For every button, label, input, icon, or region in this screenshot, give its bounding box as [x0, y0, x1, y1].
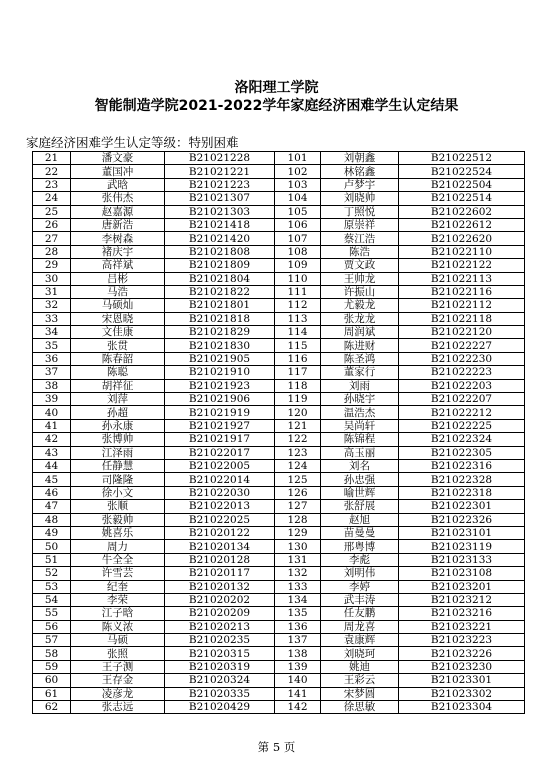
- seq-no-right: 134: [275, 593, 321, 606]
- student-name-right: 丁照悦: [321, 205, 399, 218]
- table-row: [33, 446, 525, 459]
- table-row: [33, 459, 525, 472]
- student-id-left: B21021822: [165, 285, 275, 298]
- seq-no-right: 115: [275, 339, 321, 352]
- student-id-left: B21021809: [165, 259, 275, 272]
- seq-no-left: 32: [33, 299, 71, 312]
- student-name-right: 刘名: [321, 459, 399, 472]
- student-id-right: B21023101: [399, 526, 525, 539]
- student-id-left: B21020319: [165, 660, 275, 673]
- table-row: [33, 486, 525, 499]
- table-row: [33, 245, 525, 258]
- table-row: [33, 567, 525, 580]
- student-id-right: B21022227: [399, 339, 525, 352]
- student-id-right: B21022301: [399, 500, 525, 513]
- seq-no-right: 125: [275, 473, 321, 486]
- student-id-right: B21022225: [399, 419, 525, 432]
- student-name-left: 江子晗: [71, 607, 165, 620]
- student-name-right: 邢粤博: [321, 540, 399, 553]
- student-name-left: 胡祥征: [71, 379, 165, 392]
- student-name-left: 许雪芸: [71, 567, 165, 580]
- seq-no-left: 57: [33, 634, 71, 647]
- student-id-left: B21022025: [165, 513, 275, 526]
- table-row: [33, 674, 525, 687]
- student-name-right: 李彪: [321, 553, 399, 566]
- table-row: [33, 513, 525, 526]
- student-id-right: B21022318: [399, 486, 525, 499]
- student-name-right: 王帅龙: [321, 272, 399, 285]
- table-row: [33, 299, 525, 312]
- student-name-right: 高玉丽: [321, 446, 399, 459]
- student-id-left: B21020324: [165, 674, 275, 687]
- table-row: [33, 192, 525, 205]
- page-number: 第 5 页: [257, 740, 296, 754]
- student-id-left: B21021808: [165, 245, 275, 258]
- table-row: [33, 285, 525, 298]
- student-name-right: 蔡江浩: [321, 232, 399, 245]
- seq-no-left: 35: [33, 339, 71, 352]
- student-name-left: 江泽雨: [71, 446, 165, 459]
- student-name-right: 陈锦程: [321, 433, 399, 446]
- student-id-left: B21022013: [165, 500, 275, 513]
- table-row: [33, 593, 525, 606]
- student-name-right: 原崇祥: [321, 218, 399, 231]
- table-row: [33, 553, 525, 566]
- student-name-right: 刘明伟: [321, 567, 399, 580]
- table-row: [33, 152, 525, 165]
- student-id-right: B21022305: [399, 446, 525, 459]
- student-name-right: 周润斌: [321, 326, 399, 339]
- student-name-right: 许振山: [321, 285, 399, 298]
- seq-no-left: 44: [33, 459, 71, 472]
- seq-no-right: 120: [275, 406, 321, 419]
- student-name-right: 董家行: [321, 366, 399, 379]
- seq-no-right: 108: [275, 245, 321, 258]
- student-name-right: 孙晓宇: [321, 393, 399, 406]
- student-id-right: B21022207: [399, 393, 525, 406]
- student-id-right: B21022212: [399, 406, 525, 419]
- student-name-left: 张毅帅: [71, 513, 165, 526]
- seq-no-left: 47: [33, 500, 71, 513]
- student-id-right: B21023216: [399, 607, 525, 620]
- student-id-right: B21022514: [399, 192, 525, 205]
- table-row: [33, 526, 525, 539]
- student-id-right: B21022118: [399, 312, 525, 325]
- seq-no-left: 21: [33, 152, 71, 165]
- student-name-right: 卢梦宇: [321, 178, 399, 191]
- student-id-right: B21022324: [399, 433, 525, 446]
- student-name-left: 陈春韶: [71, 352, 165, 365]
- student-id-right: B21022113: [399, 272, 525, 285]
- seq-no-left: 54: [33, 593, 71, 606]
- seq-no-right: 112: [275, 299, 321, 312]
- seq-no-left: 53: [33, 580, 71, 593]
- student-name-right: 林铭鑫: [321, 165, 399, 178]
- seq-no-right: 116: [275, 352, 321, 365]
- student-name-left: 孙超: [71, 406, 165, 419]
- student-id-left: B21021829: [165, 326, 275, 339]
- student-id-right: B21022620: [399, 232, 525, 245]
- student-id-left: B21021818: [165, 312, 275, 325]
- student-id-right: B21022316: [399, 459, 525, 472]
- seq-no-left: 49: [33, 526, 71, 539]
- student-name-right: 陈浩: [321, 245, 399, 258]
- table-row: [33, 660, 525, 673]
- student-name-left: 马硕灿: [71, 299, 165, 312]
- student-name-left: 司隆隆: [71, 473, 165, 486]
- seq-no-right: 127: [275, 500, 321, 513]
- table-row: [33, 540, 525, 553]
- seq-no-left: 43: [33, 446, 71, 459]
- table-row: [33, 272, 525, 285]
- seq-no-left: 41: [33, 419, 71, 432]
- student-name-right: 陈进财: [321, 339, 399, 352]
- student-name-left: 纪奎: [71, 580, 165, 593]
- student-name-left: 孙永康: [71, 419, 165, 432]
- student-name-left: 任静慧: [71, 459, 165, 472]
- student-id-left: B21020134: [165, 540, 275, 553]
- student-id-right: B21022116: [399, 285, 525, 298]
- table-row: [33, 500, 525, 513]
- student-id-left: B21021910: [165, 366, 275, 379]
- student-id-right: B21022120: [399, 326, 525, 339]
- table-row: [33, 366, 525, 379]
- seq-no-right: 105: [275, 205, 321, 218]
- table-row: [33, 259, 525, 272]
- student-name-left: 张贯: [71, 339, 165, 352]
- student-name-right: 陈圣鸿: [321, 352, 399, 365]
- seq-no-right: 137: [275, 634, 321, 647]
- seq-no-right: 111: [275, 285, 321, 298]
- table-row: [33, 473, 525, 486]
- table-row: [33, 433, 525, 446]
- seq-no-right: 114: [275, 326, 321, 339]
- student-name-right: 武丰涛: [321, 593, 399, 606]
- table-row: [33, 312, 525, 325]
- student-id-left: B21021906: [165, 393, 275, 406]
- student-name-right: 贾文政: [321, 259, 399, 272]
- seq-no-right: 119: [275, 393, 321, 406]
- student-name-right: 刘雨: [321, 379, 399, 392]
- seq-no-right: 106: [275, 218, 321, 231]
- document-title: 智能制造学院2021-2022学年家庭经济困难学生认定结果: [94, 98, 459, 114]
- student-id-right: B21022203: [399, 379, 525, 392]
- student-name-left: 褚庆宇: [71, 245, 165, 258]
- seq-no-left: 62: [33, 701, 71, 714]
- student-id-right: B21023221: [399, 620, 525, 633]
- student-name-left: 董国冲: [71, 165, 165, 178]
- student-name-right: 刘晓珂: [321, 647, 399, 660]
- seq-no-left: 28: [33, 245, 71, 258]
- student-id-left: B21021418: [165, 218, 275, 231]
- table-row: [33, 406, 525, 419]
- seq-no-right: 102: [275, 165, 321, 178]
- student-id-left: B21020209: [165, 607, 275, 620]
- seq-no-right: 123: [275, 446, 321, 459]
- student-name-right: 姚迪: [321, 660, 399, 673]
- seq-no-right: 107: [275, 232, 321, 245]
- seq-no-left: 30: [33, 272, 71, 285]
- seq-no-right: 139: [275, 660, 321, 673]
- student-name-right: 徐思敏: [321, 701, 399, 714]
- seq-no-right: 109: [275, 259, 321, 272]
- student-id-right: B21022122: [399, 259, 525, 272]
- student-id-right: B21023223: [399, 634, 525, 647]
- student-name-right: 宋梦圆: [321, 687, 399, 700]
- seq-no-left: 26: [33, 218, 71, 231]
- student-id-left: B21021927: [165, 419, 275, 432]
- student-name-right: 张龙龙: [321, 312, 399, 325]
- seq-no-left: 24: [33, 192, 71, 205]
- seq-no-left: 36: [33, 352, 71, 365]
- student-id-right: B21023108: [399, 567, 525, 580]
- table-row: [33, 205, 525, 218]
- seq-no-left: 59: [33, 660, 71, 673]
- seq-no-left: 22: [33, 165, 71, 178]
- seq-no-left: 27: [33, 232, 71, 245]
- student-name-left: 张照: [71, 647, 165, 660]
- table-row: [33, 620, 525, 633]
- seq-no-left: 38: [33, 379, 71, 392]
- seq-no-left: 39: [33, 393, 71, 406]
- student-id-left: B21020429: [165, 701, 275, 714]
- seq-no-left: 46: [33, 486, 71, 499]
- seq-no-left: 52: [33, 567, 71, 580]
- student-id-right: B21022230: [399, 352, 525, 365]
- student-name-left: 周力: [71, 540, 165, 553]
- student-name-left: 赵嘉源: [71, 205, 165, 218]
- student-id-left: B21020128: [165, 553, 275, 566]
- student-name-right: 尤毅龙: [321, 299, 399, 312]
- student-name-left: 武晗: [71, 178, 165, 191]
- seq-no-left: 50: [33, 540, 71, 553]
- seq-no-right: 110: [275, 272, 321, 285]
- seq-no-right: 128: [275, 513, 321, 526]
- student-name-left: 凌彦龙: [71, 687, 165, 700]
- seq-no-right: 140: [275, 674, 321, 687]
- seq-no-left: 34: [33, 326, 71, 339]
- table-row: [33, 607, 525, 620]
- table-row: [33, 580, 525, 593]
- student-name-right: 袁康辉: [321, 634, 399, 647]
- student-name-right: 赵旭: [321, 513, 399, 526]
- seq-no-left: 33: [33, 312, 71, 325]
- seq-no-right: 121: [275, 419, 321, 432]
- student-id-left: B21021801: [165, 299, 275, 312]
- student-id-right: B21022512: [399, 152, 525, 165]
- student-name-left: 高祥斌: [71, 259, 165, 272]
- table-row: [33, 232, 525, 245]
- table-row: [33, 326, 525, 339]
- student-name-right: 任友鹏: [321, 607, 399, 620]
- student-id-right: B21022326: [399, 513, 525, 526]
- seq-no-right: 135: [275, 607, 321, 620]
- student-id-left: B21020213: [165, 620, 275, 633]
- table-row: [33, 352, 525, 365]
- student-id-left: B21021923: [165, 379, 275, 392]
- student-name-left: 陈义浓: [71, 620, 165, 633]
- student-id-right: B21022602: [399, 205, 525, 218]
- student-id-left: B21020117: [165, 567, 275, 580]
- table-row: [33, 419, 525, 432]
- table-row: [33, 178, 525, 191]
- student-name-left: 李树森: [71, 232, 165, 245]
- student-name-right: 王彩云: [321, 674, 399, 687]
- student-name-right: 温浩杰: [321, 406, 399, 419]
- seq-no-right: 113: [275, 312, 321, 325]
- student-id-left: B21020315: [165, 647, 275, 660]
- student-id-right: B21023201: [399, 580, 525, 593]
- student-id-left: B21020235: [165, 634, 275, 647]
- student-id-left: B21021228: [165, 152, 275, 165]
- seq-no-right: 122: [275, 433, 321, 446]
- student-name-left: 宋恩晓: [71, 312, 165, 325]
- student-name-left: 文佳康: [71, 326, 165, 339]
- student-id-right: B21022524: [399, 165, 525, 178]
- student-name-right: 吴尚轩: [321, 419, 399, 432]
- student-id-left: B21021917: [165, 433, 275, 446]
- student-name-right: 李婷: [321, 580, 399, 593]
- seq-no-right: 131: [275, 553, 321, 566]
- student-id-left: B21021223: [165, 178, 275, 191]
- table-row: [33, 218, 525, 231]
- student-id-right: B21023226: [399, 647, 525, 660]
- student-id-right: B21022110: [399, 245, 525, 258]
- table-row: [33, 339, 525, 352]
- student-id-left: B21021919: [165, 406, 275, 419]
- seq-no-left: 42: [33, 433, 71, 446]
- seq-no-left: 61: [33, 687, 71, 700]
- seq-no-right: 126: [275, 486, 321, 499]
- seq-no-left: 23: [33, 178, 71, 191]
- seq-no-left: 40: [33, 406, 71, 419]
- student-id-right: B21022223: [399, 366, 525, 379]
- student-name-left: 张顺: [71, 500, 165, 513]
- student-name-left: 唐新浩: [71, 218, 165, 231]
- student-id-left: B21022017: [165, 446, 275, 459]
- student-name-left: 张伟杰: [71, 192, 165, 205]
- student-name-left: 潘文豪: [71, 152, 165, 165]
- student-name-left: 牛全全: [71, 553, 165, 566]
- student-id-left: B21022014: [165, 473, 275, 486]
- seq-no-right: 133: [275, 580, 321, 593]
- student-name-left: 姚喜乐: [71, 526, 165, 539]
- school-name: 洛阳理工学院: [234, 80, 319, 96]
- student-id-left: B21022005: [165, 459, 275, 472]
- seq-no-left: 58: [33, 647, 71, 660]
- seq-no-right: 118: [275, 379, 321, 392]
- seq-no-left: 56: [33, 620, 71, 633]
- table-row: [33, 165, 525, 178]
- seq-no-right: 142: [275, 701, 321, 714]
- student-id-right: B21022328: [399, 473, 525, 486]
- student-id-right: B21022504: [399, 178, 525, 191]
- student-id-left: B21021221: [165, 165, 275, 178]
- student-name-left: 刘萍: [71, 393, 165, 406]
- seq-no-right: 103: [275, 178, 321, 191]
- table-row: [33, 379, 525, 392]
- student-id-left: B21021905: [165, 352, 275, 365]
- student-id-left: B21021307: [165, 192, 275, 205]
- seq-no-right: 138: [275, 647, 321, 660]
- student-name-right: 孙忠强: [321, 473, 399, 486]
- student-id-left: B21020335: [165, 687, 275, 700]
- student-name-left: 李荣: [71, 593, 165, 606]
- seq-no-right: 132: [275, 567, 321, 580]
- seq-no-right: 117: [275, 366, 321, 379]
- student-id-left: B21020132: [165, 580, 275, 593]
- seq-no-right: 141: [275, 687, 321, 700]
- table-row: [33, 393, 525, 406]
- seq-no-left: 31: [33, 285, 71, 298]
- student-name-left: 王子测: [71, 660, 165, 673]
- student-id-left: B21021420: [165, 232, 275, 245]
- student-id-right: B21023304: [399, 701, 525, 714]
- student-id-left: B21021303: [165, 205, 275, 218]
- seq-no-left: 29: [33, 259, 71, 272]
- student-id-right: B21023119: [399, 540, 525, 553]
- seq-no-left: 60: [33, 674, 71, 687]
- table-row: [33, 634, 525, 647]
- seq-no-left: 48: [33, 513, 71, 526]
- student-roster-table: [32, 151, 525, 714]
- seq-no-left: 51: [33, 553, 71, 566]
- seq-no-left: 37: [33, 366, 71, 379]
- student-name-right: 刘朝鑫: [321, 152, 399, 165]
- student-name-left: 吕彬: [71, 272, 165, 285]
- seq-no-right: 130: [275, 540, 321, 553]
- student-name-left: 马硕: [71, 634, 165, 647]
- seq-no-left: 55: [33, 607, 71, 620]
- student-id-right: B21022612: [399, 218, 525, 231]
- student-id-left: B21020122: [165, 526, 275, 539]
- student-name-left: 张博帅: [71, 433, 165, 446]
- student-id-right: B21023133: [399, 553, 525, 566]
- student-id-right: B21022112: [399, 299, 525, 312]
- student-name-left: 马浩: [71, 285, 165, 298]
- student-name-left: 张志远: [71, 701, 165, 714]
- student-id-left: B21021830: [165, 339, 275, 352]
- student-name-right: 周龙喜: [321, 620, 399, 633]
- student-name-right: 苗曼曼: [321, 526, 399, 539]
- seq-no-left: 25: [33, 205, 71, 218]
- table-row: [33, 701, 525, 714]
- seq-no-right: 101: [275, 152, 321, 165]
- student-name-right: 张舒展: [321, 500, 399, 513]
- seq-no-right: 129: [275, 526, 321, 539]
- student-id-left: B21020202: [165, 593, 275, 606]
- student-id-right: B21023301: [399, 674, 525, 687]
- student-name-left: 徐小文: [71, 486, 165, 499]
- student-name-left: 王存金: [71, 674, 165, 687]
- seq-no-left: 45: [33, 473, 71, 486]
- student-name-right: 刘晓帅: [321, 192, 399, 205]
- student-id-right: B21023302: [399, 687, 525, 700]
- seq-no-right: 124: [275, 459, 321, 472]
- student-name-right: 喻世辉: [321, 486, 399, 499]
- table-row: [33, 647, 525, 660]
- seq-no-right: 136: [275, 620, 321, 633]
- seq-no-right: 104: [275, 192, 321, 205]
- student-name-left: 陈聪: [71, 366, 165, 379]
- student-id-left: B21021804: [165, 272, 275, 285]
- difficulty-level-label: 家庭经济困难学生认定等级：特别困难: [26, 135, 239, 150]
- table-row: [33, 687, 525, 700]
- student-id-right: B21023212: [399, 593, 525, 606]
- student-id-left: B21022030: [165, 486, 275, 499]
- student-id-right: B21023230: [399, 660, 525, 673]
